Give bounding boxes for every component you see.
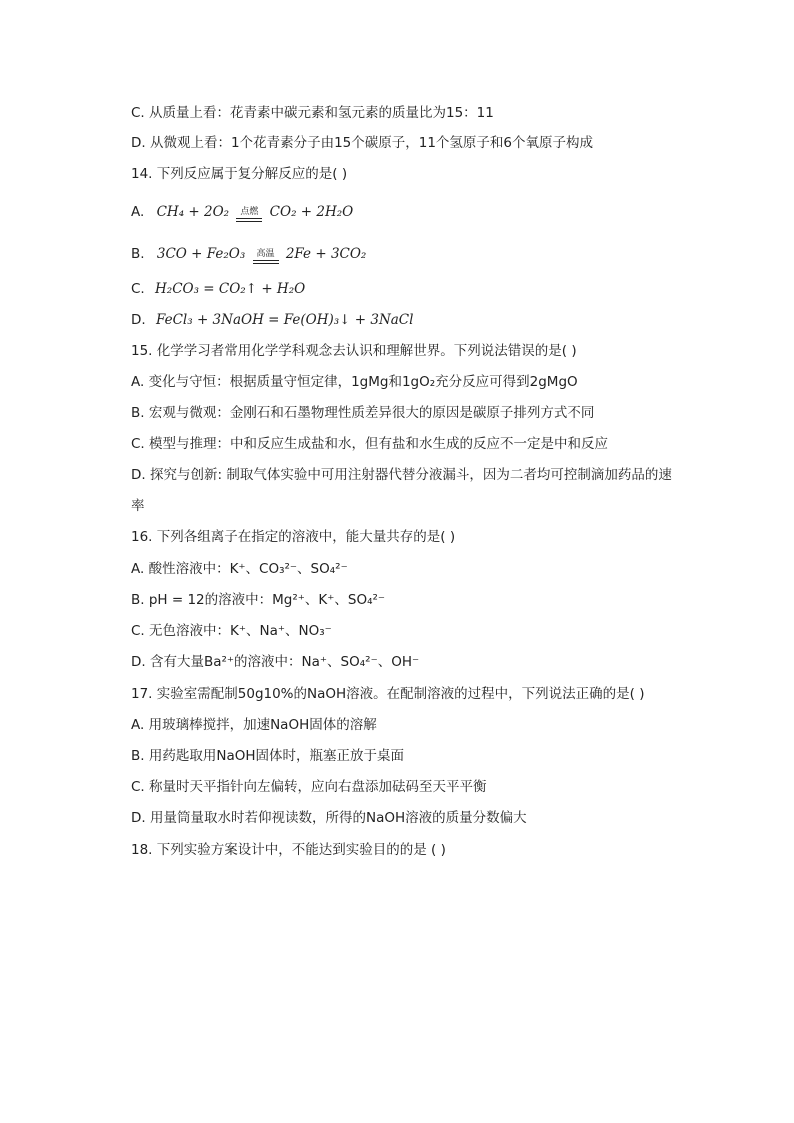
option-label: D. xyxy=(131,312,146,328)
q15-option-c: C. 模型与推理：中和反应生成盐和水，但有盐和水生成的反应不一定是中和反应 xyxy=(131,436,609,452)
question-18: 18. 下列实验方案设计中，不能达到实验目的的是 ( ) xyxy=(131,842,446,858)
q16-option-c: C. 无色溶液中：K⁺、Na⁺、NO₃⁻ xyxy=(131,623,332,639)
equation-a-left: CH₄ + 2O₂ xyxy=(156,204,230,220)
q15-option-d-continued: 率 xyxy=(131,498,145,514)
q17-option-b: B. 用药匙取用NaOH固体时，瓶塞正放于桌面 xyxy=(131,748,404,764)
question-16: 16. 下列各组离子在指定的溶液中，能大量共存的是( ) xyxy=(131,529,456,545)
condition-high-temp: 高温 xyxy=(253,250,279,264)
q14-option-b xyxy=(131,244,366,264)
option-label: C. xyxy=(131,281,145,297)
option-label: B. xyxy=(131,246,145,262)
q15-option-d: D. 探究与创新: 制取气体实验中可用注射器代替分液漏斗，因为二者均可控制滴加药品的速 xyxy=(131,467,672,483)
q14-option-a xyxy=(131,202,353,222)
equation-b-right: 2Fe + 3CO₂ xyxy=(285,246,367,262)
question-17: 17. 实验室需配制50g10%的NaOH溶液。在配制溶液的过程中，下列说法正确的是( ) xyxy=(131,686,645,702)
q16-option-d: D. 含有大量Ba²⁺的溶液中：Na⁺、SO₄²⁻、OH⁻ xyxy=(131,654,420,670)
equation-b-left: 3CO + Fe₂O₃ xyxy=(156,246,246,262)
equation-a-right: CO₂ + 2H₂O xyxy=(269,204,354,220)
option-label: A. xyxy=(131,204,145,220)
q14-option-d xyxy=(131,310,413,330)
q15-option-b: B. 宏观与微观：金刚石和石墨物理性质差异很大的原因是碳原子排列方式不同 xyxy=(131,405,595,421)
equation-d: FeCl₃ + 3NaOH = Fe(OH)₃↓ + 3NaCl xyxy=(155,312,414,328)
option-c-mass-ratio: C. 从质量上看：花青素中碳元素和氢元素的质量比为15：11 xyxy=(131,105,494,121)
q14-option-c xyxy=(131,279,305,299)
q17-option-a: A. 用玻璃棒搅拌，加速NaOH固体的溶解 xyxy=(131,717,377,733)
q17-option-c: C. 称量时天平指针向左偏转，应向右盘添加砝码至天平平衡 xyxy=(131,779,487,795)
question-15: 15. 化学学习者常用化学学科观念去认识和理解世界。下列说法错误的是( ) xyxy=(131,343,577,359)
q16-option-b: B. pH = 12的溶液中：Mg²⁺、K⁺、SO₄²⁻ xyxy=(131,592,386,608)
condition-ignite: 点燃 xyxy=(236,208,262,222)
q15-option-a: A. 变化与守恒：根据质量守恒定律，1gMg和1gO₂充分反应可得到2gMgO xyxy=(131,374,578,390)
equation-c: H₂CO₃ = CO₂↑ + H₂O xyxy=(155,281,306,297)
option-d-molecule: D. 从微观上看：1个花青素分子由15个碳原子，11个氢原子和6个氧原子构成 xyxy=(131,135,594,151)
question-14: 14. 下列反应属于复分解反应的是( ) xyxy=(131,166,348,182)
q16-option-a: A. 酸性溶液中：K⁺、CO₃²⁻、SO₄²⁻ xyxy=(131,561,348,577)
q17-option-d: D. 用量筒量取水时若仰视读数，所得的NaOH溶液的质量分数偏大 xyxy=(131,810,527,826)
